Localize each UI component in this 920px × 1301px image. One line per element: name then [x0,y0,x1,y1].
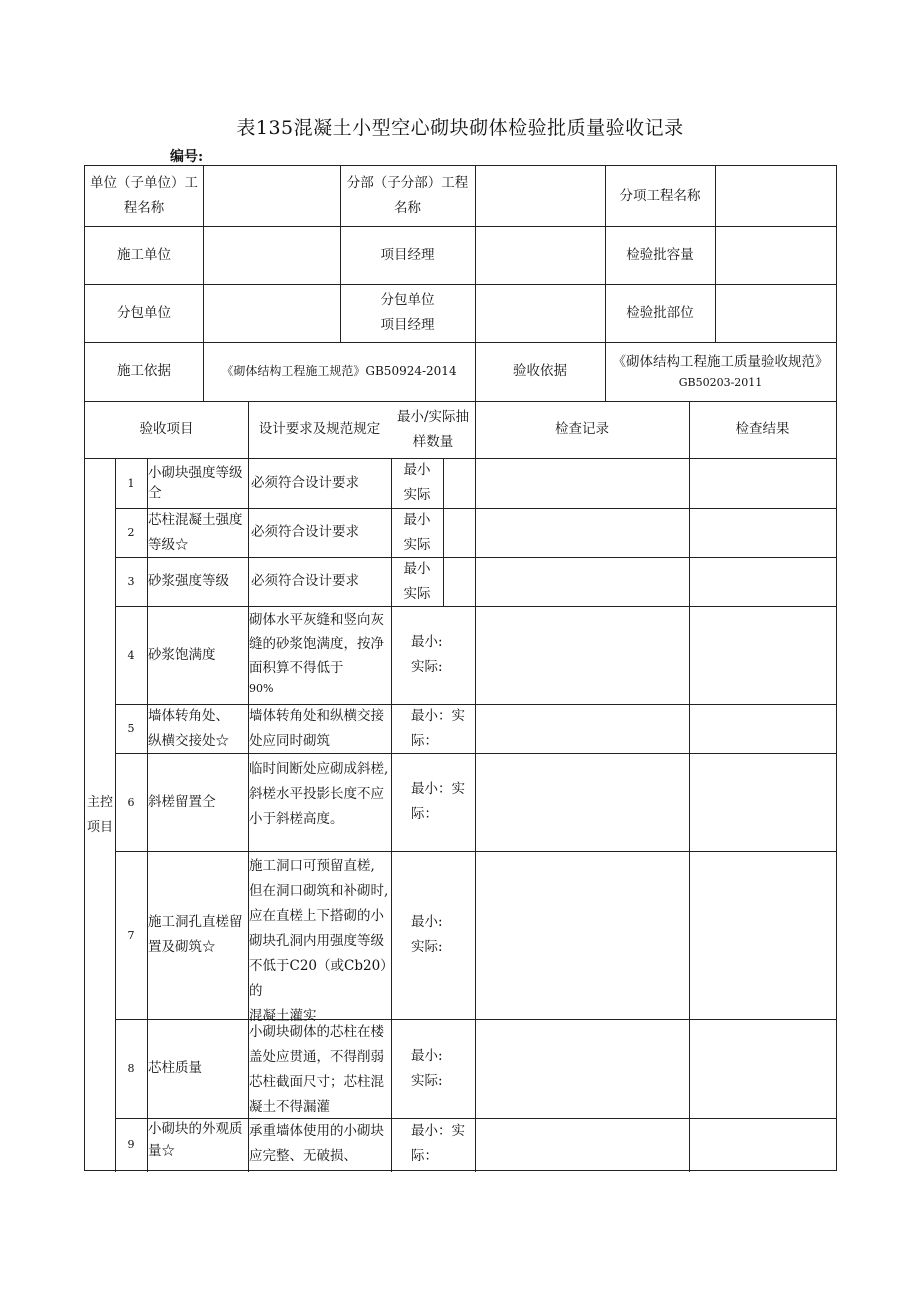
construction-unit-label: 施工单位 [117,246,171,263]
row-requirement: 承重墙体使用的小砌块 应完整、无破损、 [249,1123,384,1164]
row-result[interactable] [689,753,836,851]
row-number: 8 [127,1062,135,1075]
project-manager-label: 项目经理 [380,246,435,263]
project-manager-value[interactable] [475,226,605,284]
division-name-value[interactable] [475,166,605,226]
row-number: 1 [127,476,135,490]
row-item: 芯柱质量 [148,1060,202,1076]
row-result[interactable] [689,1118,836,1171]
row-record[interactable] [475,1019,689,1118]
row-requirement: 施工洞口可预留直槎, 但在洞口砌筑和补砌时, 应在直槎上下搭砌的小 砌块孔洞内用强度等级 不低于C20（或Cb20）的 混凝土灌实 [249,858,389,1024]
row-record[interactable] [475,851,689,1019]
row-requirement: 临时间断处应砌成斜槎, 斜槎水平投影长度不应 小于斜槎高度。 [249,761,389,827]
inspection-form-table [84,165,837,1171]
row-number: 7 [127,928,135,942]
row-requirement-text: 砌体水平灰缝和竖向灰 缝的砂浆饱满度，按净 面积算不得低于 [249,612,384,676]
col-result-header: 检查结果 [735,421,790,437]
col-item-header: 验收项目 [139,421,194,437]
unit-name-label: 单位（子单位）工 程名称 [90,175,198,216]
row-requirement-value: 90% [249,682,274,695]
acceptance-basis-line1: 《砌体结构工程施工质量验收规范》 [612,353,829,370]
row-requirement: 墙体转角处和纵横交接 处应同时砌筑 [249,707,384,749]
row-item: 芯柱混凝土强度 等级☆ [148,511,243,553]
batch-capacity-value[interactable] [715,226,836,284]
row-result[interactable] [689,704,836,753]
row-requirement: 小砌块砌体的芯柱在楼 盖处应贯通，不得削弱 芯柱截面尺寸；芯柱混 凝土不得漏灌 [249,1024,384,1115]
acceptance-basis-value [605,342,836,401]
row-requirement: 必须符合设计要求 [251,524,359,540]
row-sample: 最小: 实际: [411,1047,443,1089]
row-sample: 最小：实 际： [411,1123,465,1164]
row-number: 9 [127,1138,135,1151]
row-item: 斜槎留置仝 [148,793,216,810]
row-sample: 最小 实际 [403,560,431,602]
row-requirement [249,608,391,704]
row-result[interactable] [689,606,836,704]
batch-capacity-label: 检验批容量 [626,246,694,263]
col-requirement-header: 设计要求及规范规定 [258,421,381,437]
batch-location-label: 检验批部位 [626,304,694,321]
row-record[interactable] [475,753,689,851]
row-number: 3 [127,575,135,588]
row-item: 砂浆强度等级 [148,573,229,589]
subitem-name-value[interactable] [715,166,836,226]
subitem-name-label: 分项工程名称 [619,187,701,204]
row-item: 施工洞孔直槎留 置及砌筑☆ [148,914,243,955]
construction-unit-value[interactable] [203,226,340,284]
page-title: 表135混凝土小型空心砌块砌体检验批质量验收记录 [236,117,684,139]
row-item: 小砌块的外观质 量☆ [148,1121,243,1159]
row-requirement: 必须符合设计要求 [251,474,359,491]
row-number: 5 [127,722,135,735]
subcontractor-label: 分包单位 [117,304,171,321]
row-result[interactable] [689,1019,836,1118]
division-name-label: 分部（子分部）工程 名称 [346,175,469,216]
construction-basis-label: 施工依据 [117,363,171,379]
row-result[interactable] [689,557,836,606]
row-result[interactable] [689,851,836,1019]
row-sample: 最小：实 际： [411,707,465,749]
row-sample: 最小: 实际: [411,914,443,955]
acceptance-basis-line2: GB50203-2011 [678,375,763,389]
unit-name-value[interactable] [203,166,340,226]
row-record[interactable] [475,557,689,606]
main-control-group-label: 主控 项目 [86,795,113,835]
construction-basis-value: 《砌体结构工程施工规范》GB50924-2014 [221,364,457,378]
row-number: 4 [127,648,135,662]
sub-project-manager-value[interactable] [475,284,605,342]
row-record[interactable] [475,508,689,557]
row-item: 砂浆饱满度 [148,646,216,663]
col-record-header: 检查记录 [555,421,609,437]
sub-project-manager-label: 分包单位 项目经理 [380,292,435,333]
row-record[interactable] [475,458,689,508]
row-requirement: 必须符合设计要求 [251,573,359,589]
row-sample: 最小: 实际: [411,634,443,675]
row-item: 墙体转角处、 纵横交接处☆ [148,707,229,749]
subcontractor-value[interactable] [203,284,340,342]
row-record[interactable] [475,1118,689,1171]
row-record[interactable] [475,704,689,753]
batch-location-value[interactable] [715,284,836,342]
row-sample: 最小 实际 [403,462,431,503]
row-number: 6 [127,795,135,809]
row-record[interactable] [475,606,689,704]
row-sample: 最小：实 际： [411,781,465,822]
col-sample-header: 最小/实际抽 样数量 [396,408,470,450]
record-number-label: 编号: [170,149,204,165]
row-item: 小砌块强度等级 仝 [148,465,243,501]
row-sample: 最小 实际 [403,511,431,553]
row-number: 2 [127,526,135,539]
acceptance-basis-label: 验收依据 [513,363,567,379]
row-result[interactable] [689,458,836,508]
row-result[interactable] [689,508,836,557]
